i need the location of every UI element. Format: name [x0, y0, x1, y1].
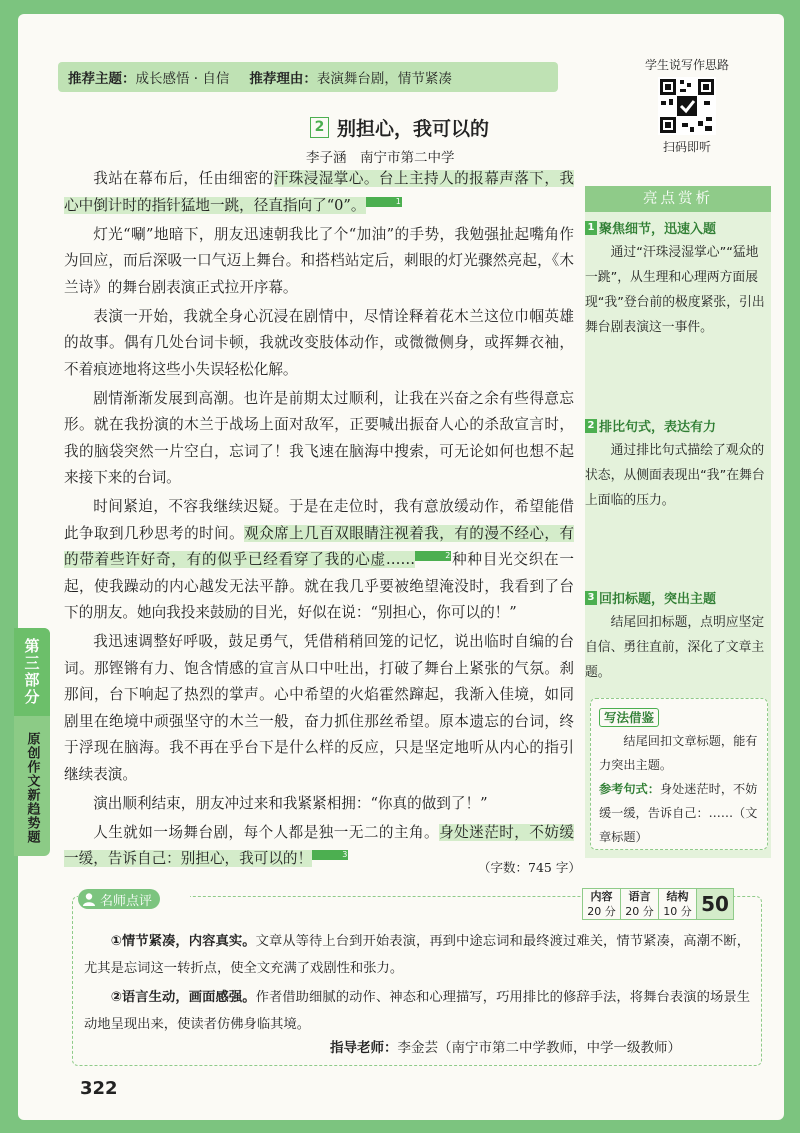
review-label-pill — [78, 889, 160, 909]
review-comment-1 — [84, 928, 750, 982]
comment-text: 作者借助细腻的动作、神态和心理描写，巧用排比的修辞手法，将舞台表演的场景生动地呈现出来，使读者仿佛身临其境。 — [84, 990, 751, 1032]
word-count: （字数：745 字） — [478, 860, 581, 875]
score-value: 10 分 — [663, 905, 692, 918]
comment-text: 文章从等待上台到开始表演，再到中途忘词和最终渡过难关，情节紧凑，高潮不断，尤其是忘词这一转折点，使全文充满了戏剧性和张力。 — [84, 934, 751, 976]
text-run: 我站在幕布后，任由细密的 — [93, 170, 274, 187]
section-tab — [14, 628, 50, 856]
highlight-run: 汗珠浸湿掌心。台上主持人的报幕声落下，我心中倒计时的指针猛地一跳，径直指向了“0”。 — [64, 170, 574, 214]
score-value: 20 分 — [625, 905, 654, 918]
qr-block[interactable] — [632, 56, 742, 155]
highlight-number: 1 — [585, 221, 597, 235]
highlight-title-text: 回扣标题，突出主题 — [599, 592, 717, 607]
score-label: 结构 — [666, 890, 689, 903]
qr-code-icon[interactable] — [658, 77, 716, 135]
comment-title: ①情节紧凑，内容真实。 — [110, 934, 256, 949]
qr-caption-top: 学生说写作思路 — [644, 58, 729, 72]
article-body — [64, 166, 574, 875]
highlight-item-1 — [585, 218, 771, 340]
score-cell — [583, 889, 621, 919]
reason-value: 表演舞台剧，情节紧凑 — [316, 71, 452, 87]
highlight-item-2 — [585, 416, 771, 513]
highlight-title-text: 排比句式，表达有力 — [599, 420, 717, 435]
highlight-run: 观众席上几百双眼睛注视着我，有的漫不经心，有的带着些许好奇，有的似乎已经看穿了我的心虚…… — [64, 524, 574, 568]
article-title — [310, 114, 489, 141]
theme-label: 推荐主题： — [68, 71, 136, 87]
total-score: 50 — [697, 889, 733, 919]
highlight-text: 通过排比句式描绘了观众的状态，从侧面表现出“我”在舞台上面临的压力。 — [585, 443, 765, 508]
highlight-number: 2 — [585, 419, 597, 433]
highlight-title — [585, 416, 771, 435]
paragraph: 剧情渐渐发展到高潮。也许是前期太过顺利，让我在兴奋之余有些得意忘形。就在我扮演的木兰于战场上面对敌军，正要喊出振奋人心的杀敌宣言时，我的脑袋突然一片空白，忘词了！我飞速在脑海中搜索，可无论如何也想不起来接下来的台词。 — [64, 389, 574, 486]
review-label: 名师点评 — [100, 893, 153, 909]
highlight-item-3 — [585, 588, 771, 685]
review-header — [78, 888, 190, 910]
topic-bar — [58, 62, 558, 92]
section-number: 第三部分 — [14, 628, 50, 716]
highlights-header: 亮点赏析 — [585, 186, 771, 212]
theme-value: 成长感悟 · 自信 — [135, 71, 230, 87]
highlight-number: 3 — [585, 591, 597, 605]
reference-sentence — [599, 777, 759, 849]
highlight-title — [585, 218, 771, 237]
guide-label: 指导老师： — [330, 1040, 398, 1056]
section-name: 原创作文新趋势题 — [24, 732, 40, 844]
paragraph — [64, 166, 574, 219]
paragraph: 灯光“唰”地暗下，朋友迅速朝我比了个“加油”的手势，我勉强扯起嘴角作为回应，而后深吸一口气迈上舞台。和搭档站定后，刺眼的灯光骤然亮起，《木兰诗》的舞台剧表演正式拉开序幕。 — [64, 225, 574, 296]
score-label: 内容 — [590, 890, 613, 903]
page-number: 322 — [80, 1078, 118, 1099]
paragraph: 我迅速调整好呼吸，鼓足勇气，凭借稍稍回笼的记忆，说出临时自编的台词。那铿锵有力、饱含情感的宣言从口中吐出，打破了舞台上紧张的气氛。刹那间，台下响起了热烈的掌声。心中希望的火焰霍然蹿起，我渐入佳境，如同剧里在绝境中顽强坚守的木兰一般，奋力抓住那丝希望。原本遗忘的台词，终于浮现在脑海。我不再在乎台下是什么样的反应，只是坚定地听从内心的指引继续表演。 — [64, 633, 574, 783]
paragraph — [64, 494, 574, 627]
comment-title: ②语言生动，画面感强。 — [110, 990, 256, 1005]
text-run: 种种目光交织在一起，使我躁动的内心越发无法平静。就在我几乎要被绝望淹没时，我看到了台下的朋友。她向我投来鼓励的目光，好似在说：“别担心，你可以的！” — [64, 551, 574, 621]
score-cell — [621, 889, 659, 919]
reference-label: 参考句式： — [599, 782, 660, 796]
writing-tip-text: 结尾回扣文章标题，能有力突出主题。 — [599, 734, 758, 772]
person-icon — [82, 892, 96, 906]
highlight-title — [585, 588, 771, 607]
highlight-run: 身处迷茫时，不妨缓一缓，告诉自己：别担心，我可以的！ — [64, 823, 574, 867]
highlight-title-text: 聚焦细节，迅速入题 — [599, 222, 717, 237]
paragraph: 表演一开始，我就全身心沉浸在剧情中，尽情诠释着花木兰这位巾帼英雄的故事。偶有几处台词卡顿，我就改变肢体动作，或微微侧身，或挥舞衣袖，不着痕迹地将这些小失误轻松化解。 — [64, 307, 574, 378]
annotation-mark-1: 1 — [366, 197, 402, 207]
writing-tip-label: 写法借鉴 — [599, 708, 659, 727]
qr-caption-bottom: 扫码即听 — [662, 140, 711, 154]
score-table — [582, 888, 734, 920]
title-text: 别担心，我可以的 — [337, 118, 490, 140]
annotation-mark-2: 2 — [415, 551, 451, 561]
score-value: 20 分 — [587, 905, 616, 918]
review-comment-2 — [84, 984, 750, 1038]
author-line: 李子涵 南宁市第二中学 — [306, 150, 455, 166]
reference-text: 身处迷茫时，不妨缓一缓，告诉自己：……（文章标题） — [599, 782, 758, 844]
annotation-mark-3: 3 — [312, 850, 348, 860]
paragraph: 演出顺利结束，朋友冲过来和我紧紧相拥：“你真的做到了！” — [93, 794, 488, 812]
text-run: 时间紧迫，不容我继续迟疑。于是在走位时，我有意放缓动作，希望能借此争取到几秒思考的时间。 — [64, 498, 574, 542]
highlight-text: 通过“汗珠浸湿掌心”“猛地一跳”，从生理和心理两方面展现“我”登台前的极度紧张，引出舞台剧表演这一事件。 — [585, 245, 765, 335]
score-label: 语言 — [628, 890, 651, 903]
score-cell — [659, 889, 697, 919]
writing-tip-box — [590, 698, 768, 850]
title-number: 2 — [310, 117, 329, 138]
reason-label: 推荐理由： — [249, 71, 317, 87]
highlight-text: 结尾回扣标题，点明应坚定自信、勇往直前，深化了文章主题。 — [585, 615, 765, 680]
guide-teacher — [330, 1036, 681, 1056]
guide-text: 李金芸（南宁市第二中学教师，中学一级教师） — [397, 1040, 681, 1056]
text-run: 人生就如一场舞台剧，每个人都是独一无二的主角。 — [93, 823, 440, 841]
